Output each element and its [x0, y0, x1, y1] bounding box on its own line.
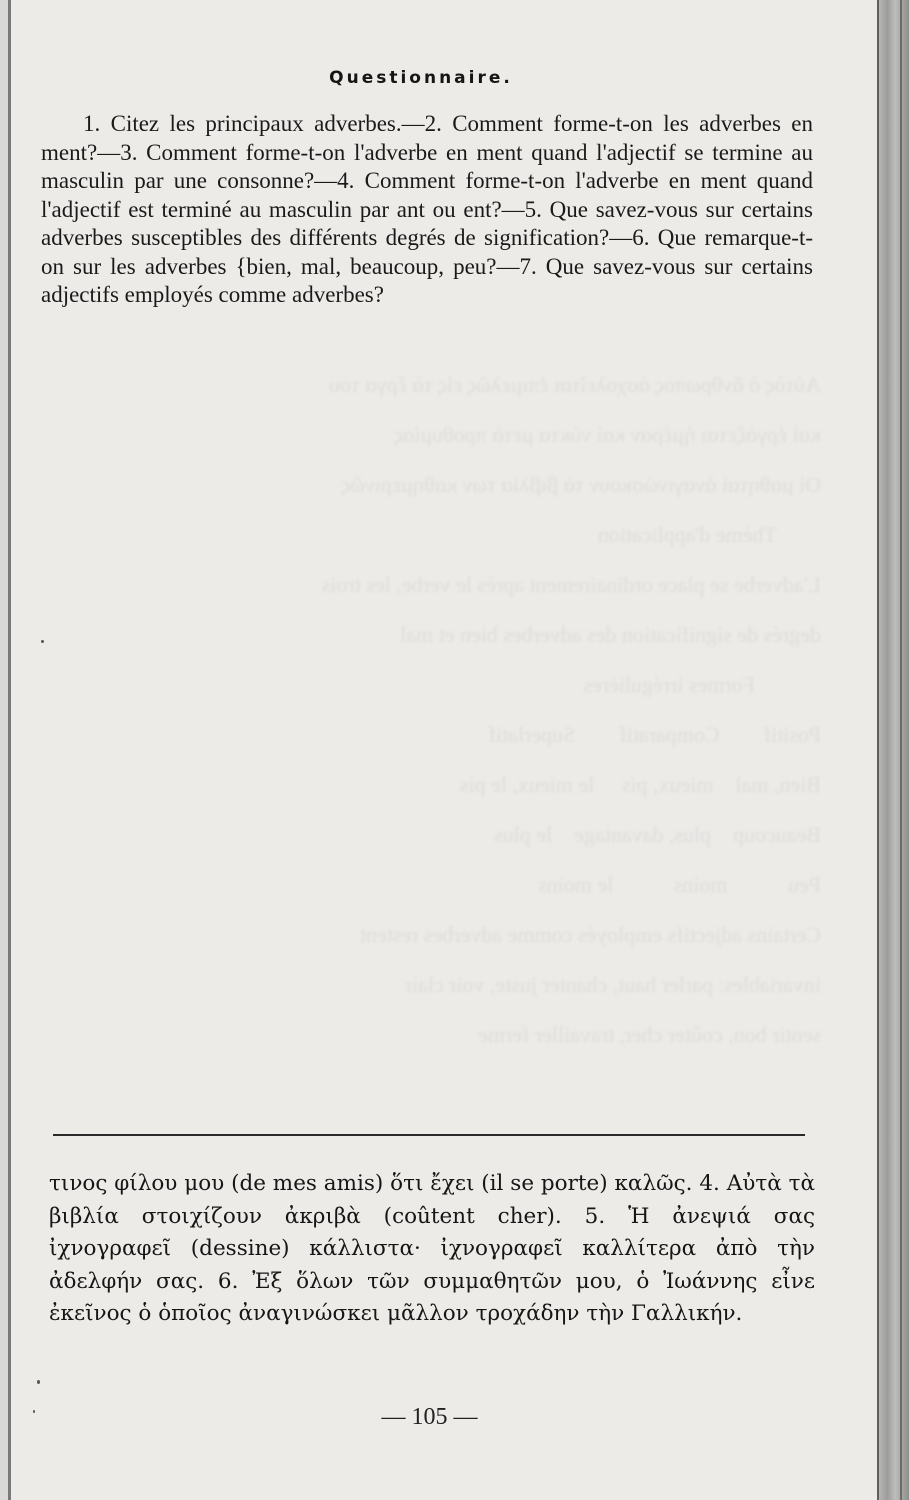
- speck: [33, 1410, 35, 1413]
- speck: [41, 640, 44, 643]
- exercise-paragraph: τινος φίλου μου (de mes amis) ὅτι ἔχει (il se porte) καλῶς. 4. Αὐτὰ τὰ βιβλία στοιχίζουν ἀκριβὰ (coûtent cher). 5. Ἡ ἀνεψιά σας ἰχνογραφεῖ (dessine) κάλλιστα· ἰχνογραφεῖ καλλίτερα ἀπὸ τὴν ἀδελφήν σας. 6. Ἐξ ὅλων τῶν συμμαθητῶν μου, ὁ Ἰωάννης εἶνε ἐκεῖνος ὁ ὁποῖος ἀναγινώσκει μᾶλλον τροχάδην τὴν Γαλλικήν.: [49, 1171, 815, 1326]
- page-edge: [878, 0, 909, 1500]
- footnote-rule: [53, 1134, 805, 1136]
- page-edge-line: [900, 0, 902, 1500]
- page-heading: Questionnaire.: [329, 68, 513, 88]
- page-number: — 105 —: [381, 1404, 478, 1430]
- speck: [37, 1380, 40, 1384]
- book-page: [8, 0, 878, 1500]
- show-through-text: Αὐτὸς ὁ ἄνθρωπος ἀσχολεῖται ἐπιμελῶς εἰς τὰ ἔργα του καὶ ἐργάζεται ἡμέραν καὶ νύκτα μετὰ προθυμίας Οἱ μαθηταὶ ἀναγινώσκουν τὰ βιβλία των καθημερινῶς Thème d'application L'adverbe se place ordinairement après le verbe, les trois degrés de signification des adverbes bien et mal Formes irrégulières Positif Comparatif Superlatif Bien, mal mieux, pis le mieux, le pis Beaucoup plus, davantage le plus Peu moins le moins Certains adjectifs employés comme adverbes restent invariables: parler haut, chanter juste, voir clair sentir bon, coûter cher, travailler ferme: [321, 372, 821, 1047]
- questionnaire-paragraph: 1. Citez les principaux adverbes.—2. Comment forme-t-on les adverbes en ment?—3. Comment forme-t-on l'adverbe en ment quand l'adjectif se termine au masculin par une consonne?—4. Comment forme-t-on l'adverbe en ment quand l'adjectif est terminé au masculin par ant ou ent?—5. Que savez-vous sur certains adverbes susceptibles des différents degrés de signification?—6. Que remarque-t-on sur les adverbes {bien, mal, beaucoup, peu?—7. Que savez-vous sur certains adjectifs employés comme adverbes?: [41, 111, 813, 307]
- page-edge-line: [877, 0, 879, 1500]
